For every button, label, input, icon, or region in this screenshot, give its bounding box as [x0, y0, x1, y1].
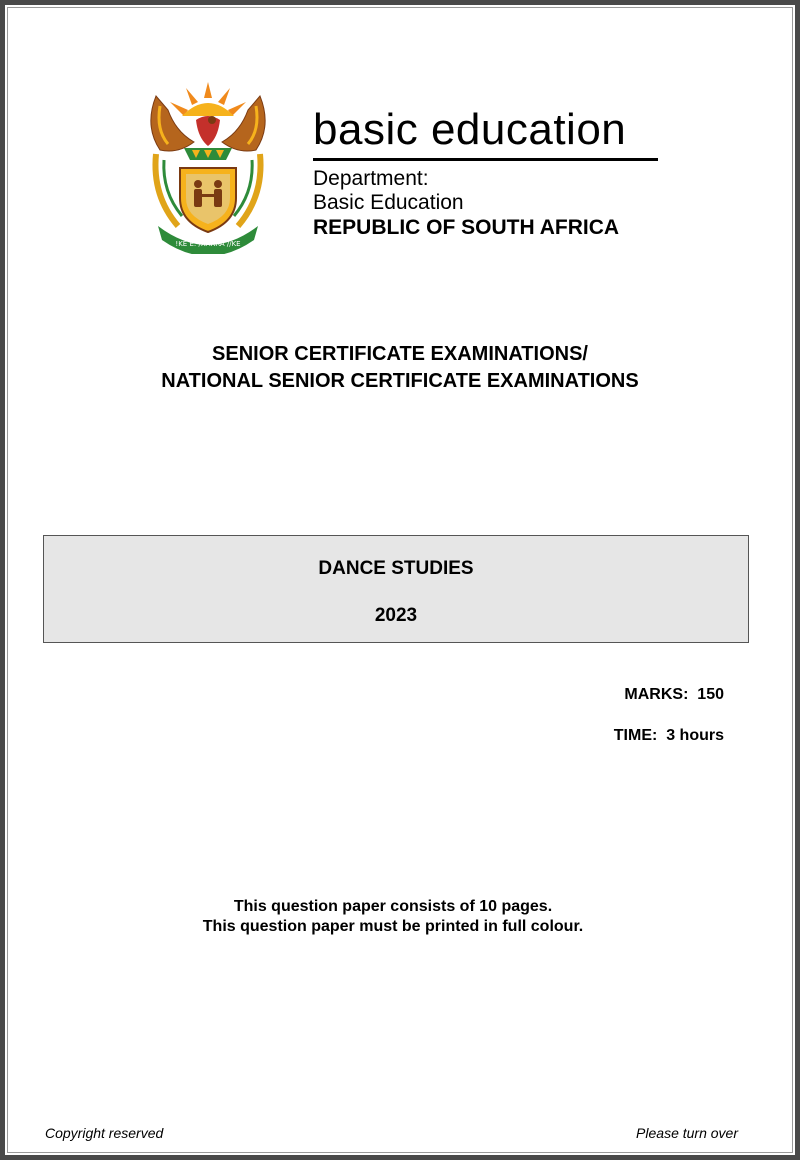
country-name: REPUBLIC OF SOUTH AFRICA — [313, 216, 620, 239]
marks-label: MARKS: 150 — [624, 686, 724, 703]
pages-note: This question paper consists of 10 pages. — [233, 898, 553, 915]
department-logo — [138, 76, 668, 256]
coat-of-arms-icon — [138, 76, 278, 254]
copyright-footer: Copyright reserved — [45, 1125, 164, 1141]
subject-box — [43, 535, 749, 643]
time-label: TIME: 3 hours — [613, 727, 724, 744]
turn-over-footer: Please turn over — [636, 1125, 738, 1141]
motto-text: !KE E: /XARRA //KE — [175, 240, 241, 248]
sun-icon — [170, 82, 246, 116]
department-name: Basic Education — [313, 191, 464, 214]
exam-title-line-2: NATIONAL SENIOR CERTIFICATE EXAMINATIONS — [161, 370, 639, 392]
colour-note: This question paper must be printed in full colour. — [202, 918, 584, 935]
brand-underline — [313, 158, 658, 161]
exam-title-line-1: SENIOR CERTIFICATE EXAMINATIONS/ — [212, 343, 588, 365]
subject-name: DANCE STUDIES — [318, 558, 474, 579]
brand-name: basic education — [313, 105, 627, 154]
department-label: Department: — [313, 167, 429, 190]
subject-year: 2023 — [374, 605, 418, 626]
